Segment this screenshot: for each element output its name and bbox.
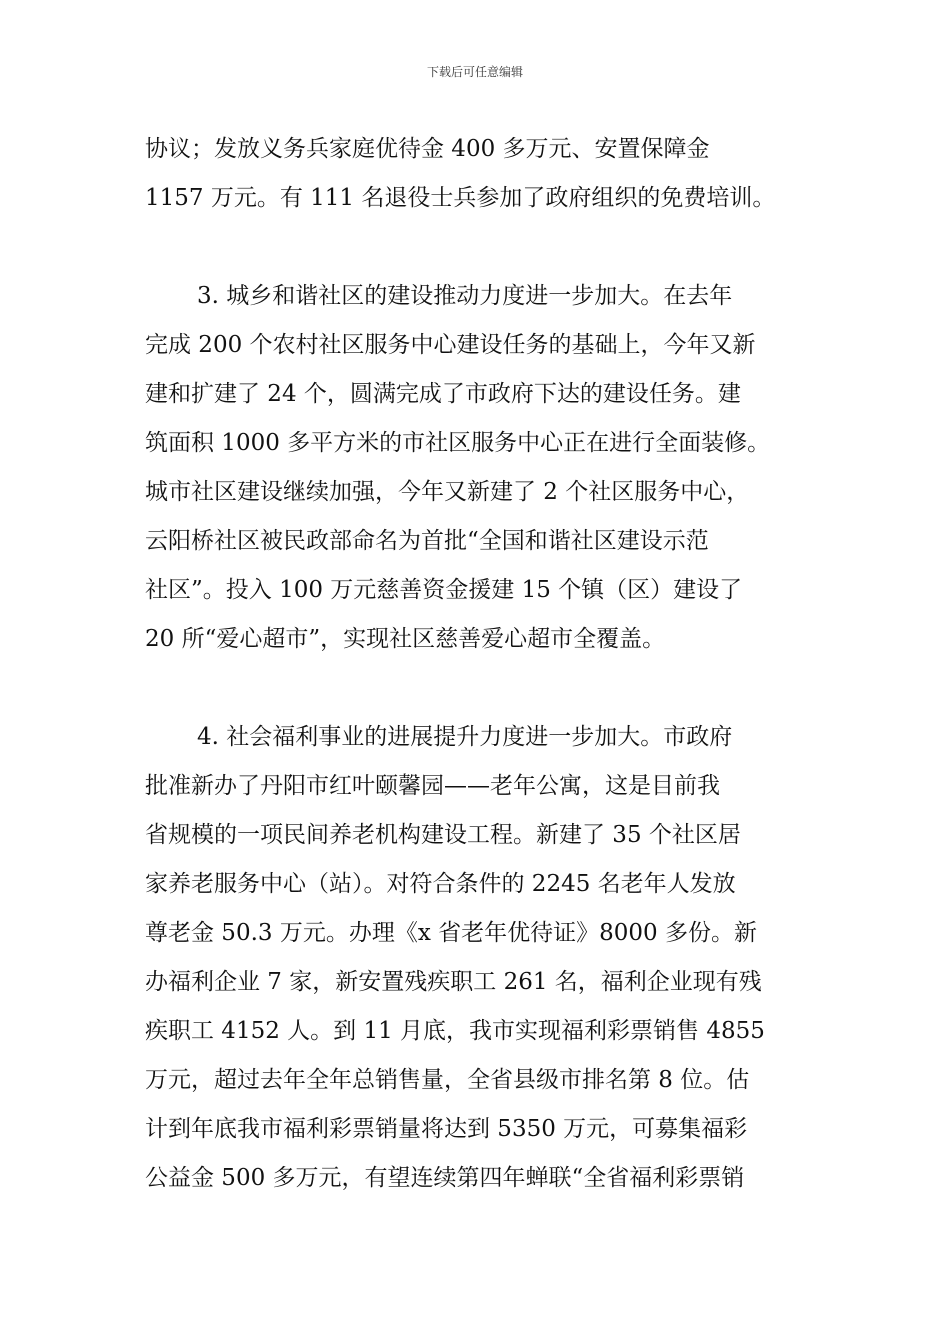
text-line: 公益金 500 多万元，有望连续第四年蝉联“全省福利彩票销 xyxy=(145,1165,745,1191)
text-line: 尊老金 50.3 万元。办理《x 省老年优待证》8000 多份。新 xyxy=(145,920,757,946)
text-line: 疾职工 4152 人。到 11 月底，我市实现福利彩票销售 4855 xyxy=(145,1018,765,1044)
text-line: 省规模的一项民间养老机构建设工程。新建了 35 个社区居 xyxy=(145,822,741,848)
text-line: 办福利企业 7 家，新安置残疾职工 261 名，福利企业现有残 xyxy=(145,969,762,995)
document-body xyxy=(145,125,835,1203)
text-line: 社区”。投入 100 万元慈善资金援建 15 个镇（区）建设了 xyxy=(145,577,743,603)
text-line: 3. 城乡和谐社区的建设推动力度进一步加大。在去年 xyxy=(197,283,733,309)
text-line: 万元，超过去年全年总销售量，全省县级市排名第 8 位。估 xyxy=(145,1067,750,1093)
text-line: 批准新办了丹阳市红叶颐馨园——老年公寓，这是目前我 xyxy=(145,773,720,799)
text-line: 城市社区建设继续加强，今年又新建了 2 个社区服务中心， xyxy=(145,479,750,505)
text-line: 4. 社会福利事业的进展提升力度进一步加大。市政府 xyxy=(197,724,733,750)
text-line: 建和扩建了 24 个，圆满完成了市政府下达的建设任务。建 xyxy=(145,381,741,407)
paragraph-veterans-continued xyxy=(145,125,835,223)
text-line: 家养老服务中心（站）。对符合条件的 2245 名老年人发放 xyxy=(145,871,736,897)
text-line: 协议；发放义务兵家庭优待金 400 多万元、安置保障金 xyxy=(145,136,710,162)
text-line: 1157 万元。有 111 名退役士兵参加了政府组织的免费培训。 xyxy=(145,185,776,211)
text-line: 完成 200 个农村社区服务中心建设任务的基础上，今年又新 xyxy=(145,332,756,358)
text-line: 计到年底我市福利彩票销量将达到 5350 万元，可募集福彩 xyxy=(145,1116,748,1142)
text-line: 筑面积 1000 多平方米的市社区服务中心正在进行全面装修。 xyxy=(145,430,771,456)
page-header: 下载后可任意编辑 xyxy=(426,65,523,79)
text-line: 云阳桥社区被民政部命名为首批“全国和谐社区建设示范 xyxy=(145,528,709,554)
paragraph-community-building xyxy=(145,272,835,664)
text-line: 20 所“爱心超市”，实现社区慈善爱心超市全覆盖。 xyxy=(145,626,666,652)
paragraph-social-welfare xyxy=(145,713,835,1203)
